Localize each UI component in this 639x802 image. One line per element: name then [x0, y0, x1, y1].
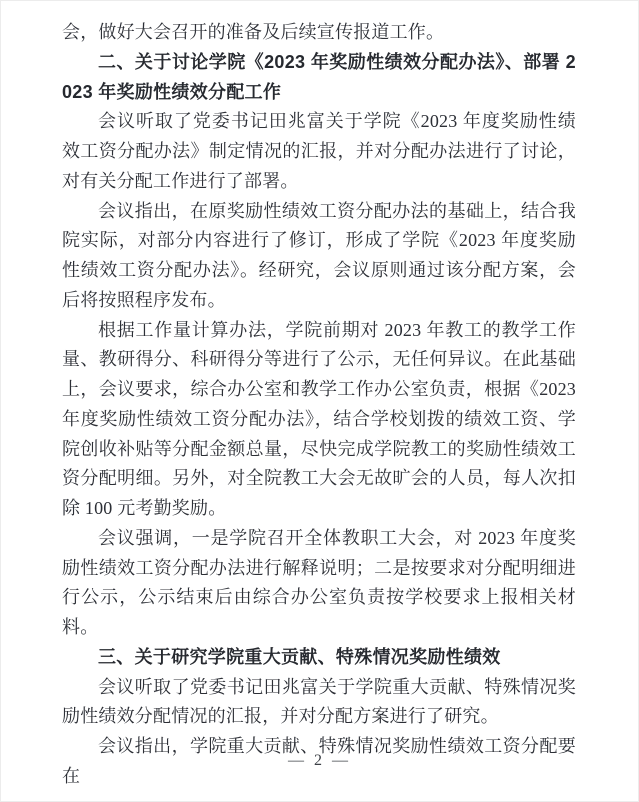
- page-number: — 2 —: [288, 752, 351, 769]
- paragraph: 会议听取了党委书记田兆富关于学院《2023 年度奖励性绩效工资分配办法》制定情况的汇报，并对分配办法进行了讨论，对有关分配工作进行了部署。: [62, 111, 576, 191]
- section-heading: 二、关于讨论学院《2023 年奖励性绩效分配办法》、部署 2023 年奖励性绩效分配工作: [62, 51, 576, 102]
- paragraph: 根据工作量计算办法，学院前期对 2023 年教工的教学工作量、教研得分、科研得分等进行了公示，无任何异议。在此基础上，会议要求，综合办公室和教学工作办公室负责，根据《2023 年度奖励性绩效工资分配办法》，结合学校划拨的绩效工资、学院创收补贴等分配金额总量，尽快完成学院教工的奖励性绩效工资分配明细。另外，对全院教工大会无故旷会的人员，每人次扣除 100 元考勤奖励。: [62, 319, 576, 518]
- paragraph: 会议强调，一是学院召开全体教职工大会，对 2023 年度奖励性绩效工资分配办法进行解释说明；二是按要求对分配明细进行公示，公示结束后由综合办公室负责按学校要求上报相关材料。: [62, 527, 576, 637]
- section-heading: 三、关于研究学院重大贡献、特殊情况奖励性绩效: [98, 646, 501, 667]
- paragraph: 会议听取了党委书记田兆富关于学院重大贡献、特殊情况奖励性绩效分配情况的汇报，并对分配方案进行了研究。: [62, 676, 576, 727]
- paragraph: 会议指出，学院重大贡献、特殊情况奖励性绩效工资分配要在: [62, 736, 576, 786]
- paragraph: 会，做好大会召开的准备及后续宣传报道工作。: [62, 22, 445, 42]
- paragraph: 会议指出，在原奖励性绩效工资分配办法的基础上，结合我院实际，对部分内容进行了修订，形成了学院《2023 年度奖励性绩效工资分配办法》。经研究，会议原则通过该分配方案，会后将按照程序发布。: [62, 200, 576, 310]
- document-body: [62, 18, 576, 792]
